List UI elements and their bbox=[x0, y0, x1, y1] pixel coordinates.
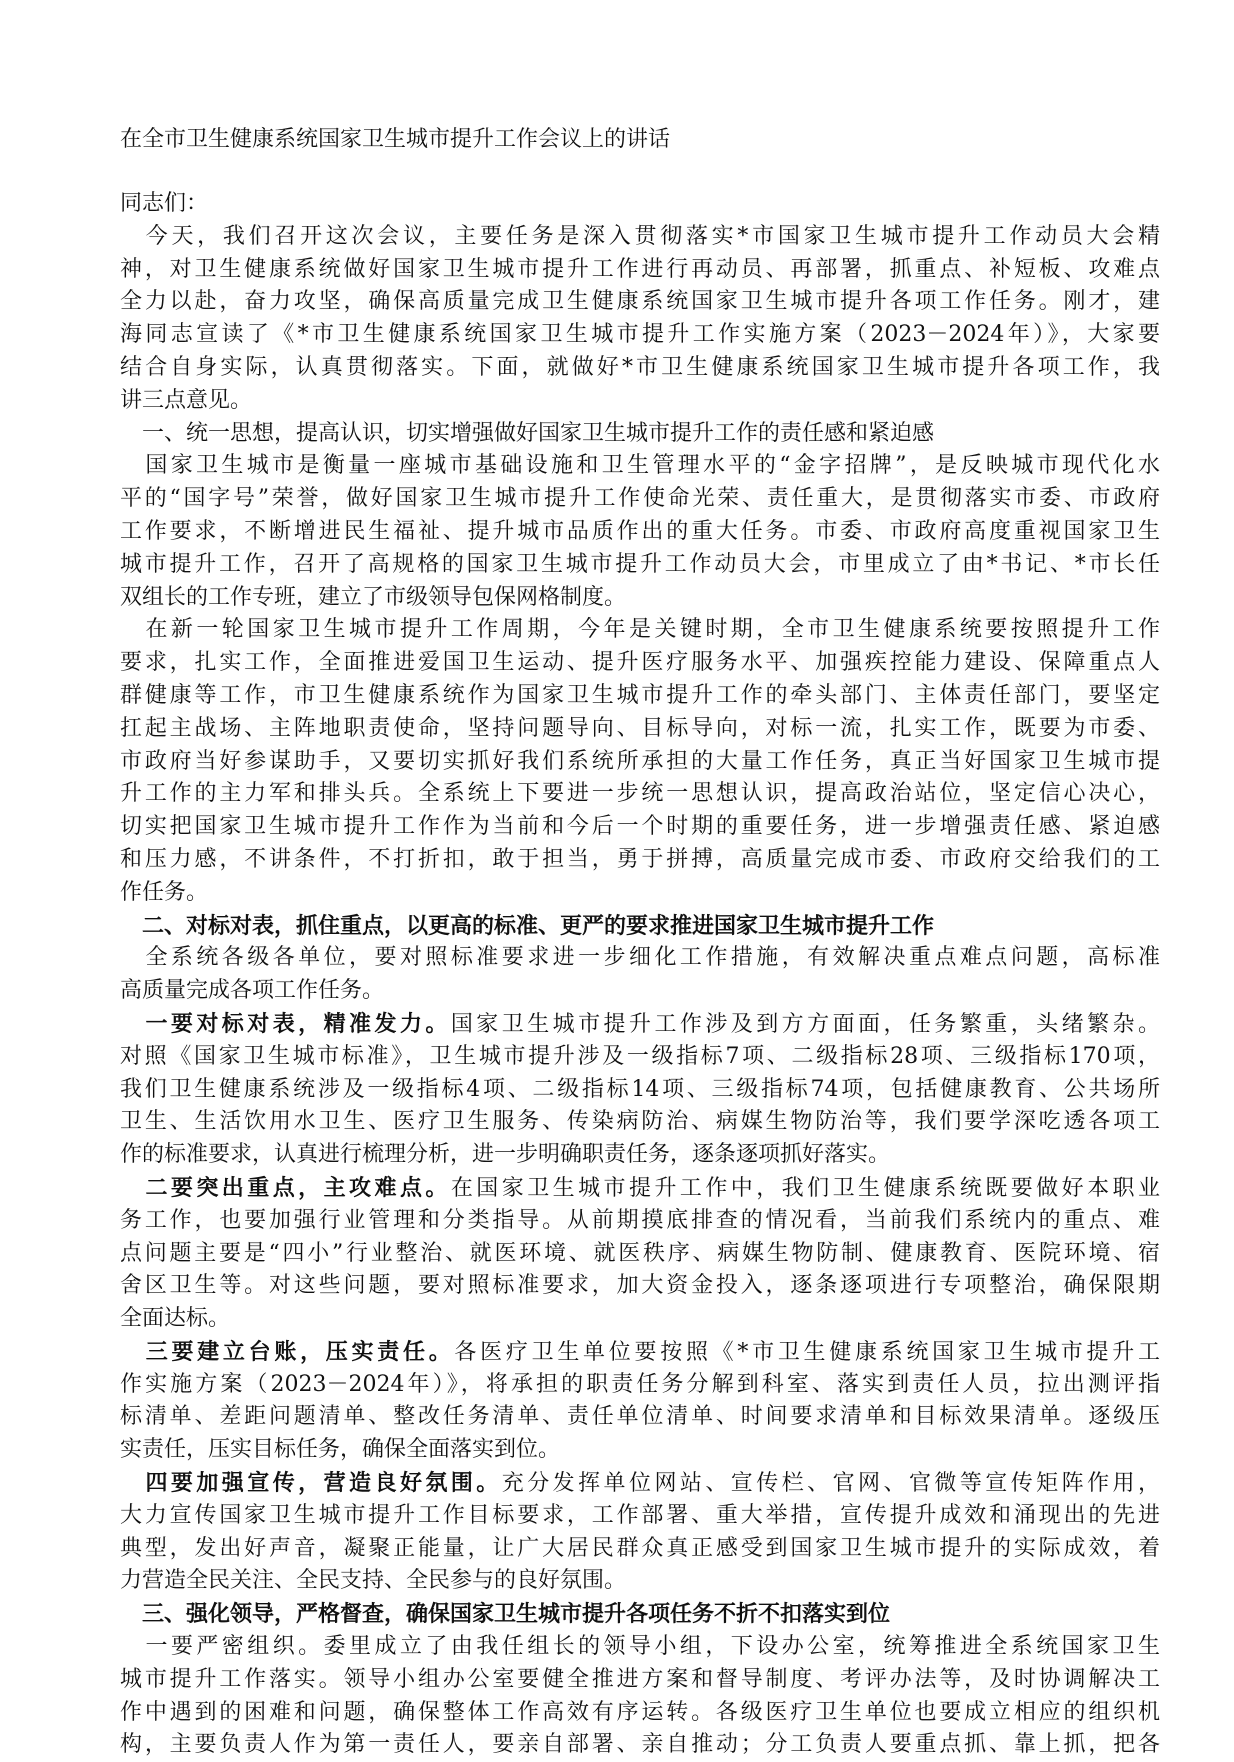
paragraph-line: 扛起主战场、主阵地职责使命，坚持问题导向、目标导向，对标一流，扎实工作，既要为市委、 bbox=[120, 715, 1160, 741]
paragraph-line: 作任务。 bbox=[120, 879, 209, 905]
paragraph-line: 升工作的主力军和排头兵。全系统上下要进一步统一思想认识，提高政治站位，坚定信心决心， bbox=[120, 781, 1160, 807]
document-body bbox=[120, 188, 1160, 1762]
paragraph-line: 要求，扎实工作，全面推进爱国卫生运动、提升医疗服务水平、加强疾控能力建设、保障重点人 bbox=[120, 650, 1160, 676]
paragraph-text: 在国家卫生城市提升工作中，我们卫生健康系统既要做好本职业 bbox=[450, 1175, 1160, 1201]
paragraph-text: 国家卫生城市提升工作涉及到方方面面，任务繁重，头绪繁杂。 bbox=[450, 1011, 1160, 1037]
paragraph-line: 点问题主要是“四小”行业整治、就医环境、就医秩序、病媒生物防制、健康教育、医院环境、宿 bbox=[120, 1240, 1160, 1266]
paragraph-line: 作实施方案（2023－2024年）》，将承担的职责任务分解到科室、落实到责任人员，拉出测评指 bbox=[120, 1371, 1160, 1397]
paragraph-text: 充分发挥单位网站、宣传栏、官网、官微等宣传矩阵作用， bbox=[501, 1471, 1160, 1497]
document-page bbox=[120, 124, 1160, 1762]
paragraph-lead: 三要建立台账，压实责任。 bbox=[120, 1338, 455, 1365]
paragraph-line: 舍区卫生等。对这些问题，要对照标准要求，加大资金投入，逐条逐项进行专项整治，确保限期 bbox=[120, 1273, 1160, 1299]
paragraph-line: 对照《国家卫生城市标准》，卫生城市提升涉及一级指标7项、二级指标28项、三级指标170项， bbox=[120, 1043, 1160, 1069]
paragraph-line: 高质量完成各项工作任务。 bbox=[120, 978, 385, 1004]
section-heading: 二、对标对表，抓住重点，以更高的标准、更严的要求推进国家卫生城市提升工作 bbox=[120, 912, 935, 939]
paragraph-line: 工作要求，不断增进民生福祉、提升城市品质作出的重大任务。市委、市政府高度重视国家卫生 bbox=[120, 518, 1160, 544]
paragraph-line: 和压力感，不讲条件，不打折扣，敢于担当，勇于拼搏，高质量完成市委、市政府交给我们的工 bbox=[120, 846, 1160, 872]
paragraph-lead-line bbox=[120, 1008, 1160, 1041]
paragraph-line: 构，主要负责人作为第一责任人，要亲自部署、亲自推动；分工负责人要重点抓、靠上抓，把各 bbox=[120, 1732, 1160, 1758]
paragraph-line: 讲三点意见。 bbox=[120, 387, 253, 413]
paragraph-line: 作的标准要求，认真进行梳理分析，进一步明确职责任务，逐条逐项抓好落实。 bbox=[120, 1142, 891, 1168]
paragraph-line: 在新一轮国家卫生城市提升工作周期，今年是关键时期，全市卫生健康系统要按照提升工作 bbox=[120, 617, 1160, 643]
paragraph-line: 作中遇到的困难和问题，确保整体工作高效有序运转。各级医疗卫生单位也要成立相应的组织机 bbox=[120, 1699, 1160, 1725]
paragraph-line: 平的“国字号”荣誉，做好国家卫生城市提升工作使命光荣、责任重大，是贯彻落实市委、市政府 bbox=[120, 486, 1160, 512]
paragraph-line: 一要严密组织。委里成立了由我任组长的领导小组，下设办公室，统筹推进全系统国家卫生 bbox=[120, 1634, 1160, 1660]
paragraph-line: 务工作，也要加强行业管理和分类指导。从前期摸底排查的情况看，当前我们系统内的重点、难 bbox=[120, 1207, 1160, 1233]
paragraph-line: 双组长的工作专班，建立了市级领导包保网格制度。 bbox=[120, 584, 627, 610]
paragraph-line: 今天，我们召开这次会议，主要任务是深入贯彻落实*市国家卫生城市提升工作动员大会精 bbox=[120, 223, 1160, 249]
paragraph-line: 神，对卫生健康系统做好国家卫生城市提升工作进行再动员、再部署，抓重点、补短板、攻难点 bbox=[120, 256, 1160, 282]
paragraph-line: 卫生、生活饮用水卫生、医疗卫生服务、传染病防治、病媒生物防治等，我们要学深吃透各项工 bbox=[120, 1109, 1160, 1135]
paragraph-line: 大力宣传国家卫生城市提升工作目标要求，工作部署、重大举措，宣传提升成效和涌现出的先进 bbox=[120, 1502, 1160, 1528]
paragraph-lead-line bbox=[120, 1172, 1160, 1205]
paragraph-line: 国家卫生城市是衡量一座城市基础设施和卫生管理水平的“金字招牌”，是反映城市现代化水 bbox=[120, 453, 1160, 479]
paragraph-line: 市政府当好参谋助手，又要切实抓好我们系统所承担的大量工作任务，真正当好国家卫生城市提 bbox=[120, 748, 1160, 774]
paragraph-line: 全力以赴，奋力攻坚，确保高质量完成卫生健康系统国家卫生城市提升各项工作任务。刚才，建 bbox=[120, 289, 1160, 315]
section-heading: 三、强化领导，严格督查，确保国家卫生城市提升各项任务不折不扣落实到位 bbox=[120, 1601, 891, 1628]
paragraph-line: 结合自身实际，认真贯彻落实。下面，就做好*市卫生健康系统国家卫生城市提升各项工作，我 bbox=[120, 354, 1160, 380]
paragraph-lead: 一要对标对表，精准发力。 bbox=[120, 1010, 451, 1037]
paragraph-lead: 二要突出重点，主攻难点。 bbox=[120, 1174, 451, 1201]
paragraph-line: 我们卫生健康系统涉及一级指标4项、二级指标14项、三级指标74项，包括健康教育、公共场所 bbox=[120, 1076, 1160, 1102]
paragraph-lead-line bbox=[120, 1467, 1160, 1500]
paragraph-line: 典型，发出好声音，凝聚正能量，让广大居民群众真正感受到国家卫生城市提升的实际成效，着 bbox=[120, 1535, 1160, 1561]
paragraph-line: 全系统各级各单位，要对照标准要求进一步细化工作措施，有效解决重点难点问题，高标准 bbox=[120, 945, 1160, 971]
paragraph-line: 城市提升工作，召开了高规格的国家卫生城市提升工作动员大会，市里成立了由*书记、*市长任 bbox=[120, 551, 1160, 577]
paragraph-line: 群健康等工作，市卫生健康系统作为国家卫生城市提升工作的牵头部门、主体责任部门，要坚定 bbox=[120, 682, 1160, 708]
document-title: 在全市卫生健康系统国家卫生城市提升工作会议上的讲话 bbox=[120, 127, 671, 152]
paragraph-line: 一、统一思想，提高认识，切实增强做好国家卫生城市提升工作的责任感和紧迫感 bbox=[120, 420, 935, 446]
paragraph-line: 实责任，压实目标任务，确保全面落实到位。 bbox=[120, 1437, 561, 1463]
paragraph-lead: 四要加强宣传，营造良好氛围。 bbox=[120, 1470, 502, 1497]
paragraph-text: 各医疗卫生单位要按照《*市卫生健康系统国家卫生城市提升工 bbox=[454, 1339, 1160, 1365]
paragraph-line: 力营造全民关注、全民支持、全民参与的良好氛围。 bbox=[120, 1568, 627, 1594]
paragraph-line: 标清单、差距问题清单、整改任务清单、责任单位清单、时间要求清单和目标效果清单。逐级压 bbox=[120, 1404, 1160, 1430]
paragraph-line: 同志们： bbox=[120, 191, 209, 216]
paragraph-line: 切实把国家卫生城市提升工作作为当前和今后一个时期的重要任务，进一步增强责任感、紧迫感 bbox=[120, 814, 1160, 840]
paragraph-line: 全面达标。 bbox=[120, 1306, 231, 1332]
paragraph-line: 海同志宣读了《*市卫生健康系统国家卫生城市提升工作实施方案（2023－2024年）》，大家要 bbox=[120, 322, 1160, 348]
paragraph-line: 城市提升工作落实。领导小组办公室要健全推进方案和督导制度、考评办法等，及时协调解决工 bbox=[120, 1666, 1160, 1692]
paragraph-lead-line bbox=[120, 1336, 1160, 1369]
